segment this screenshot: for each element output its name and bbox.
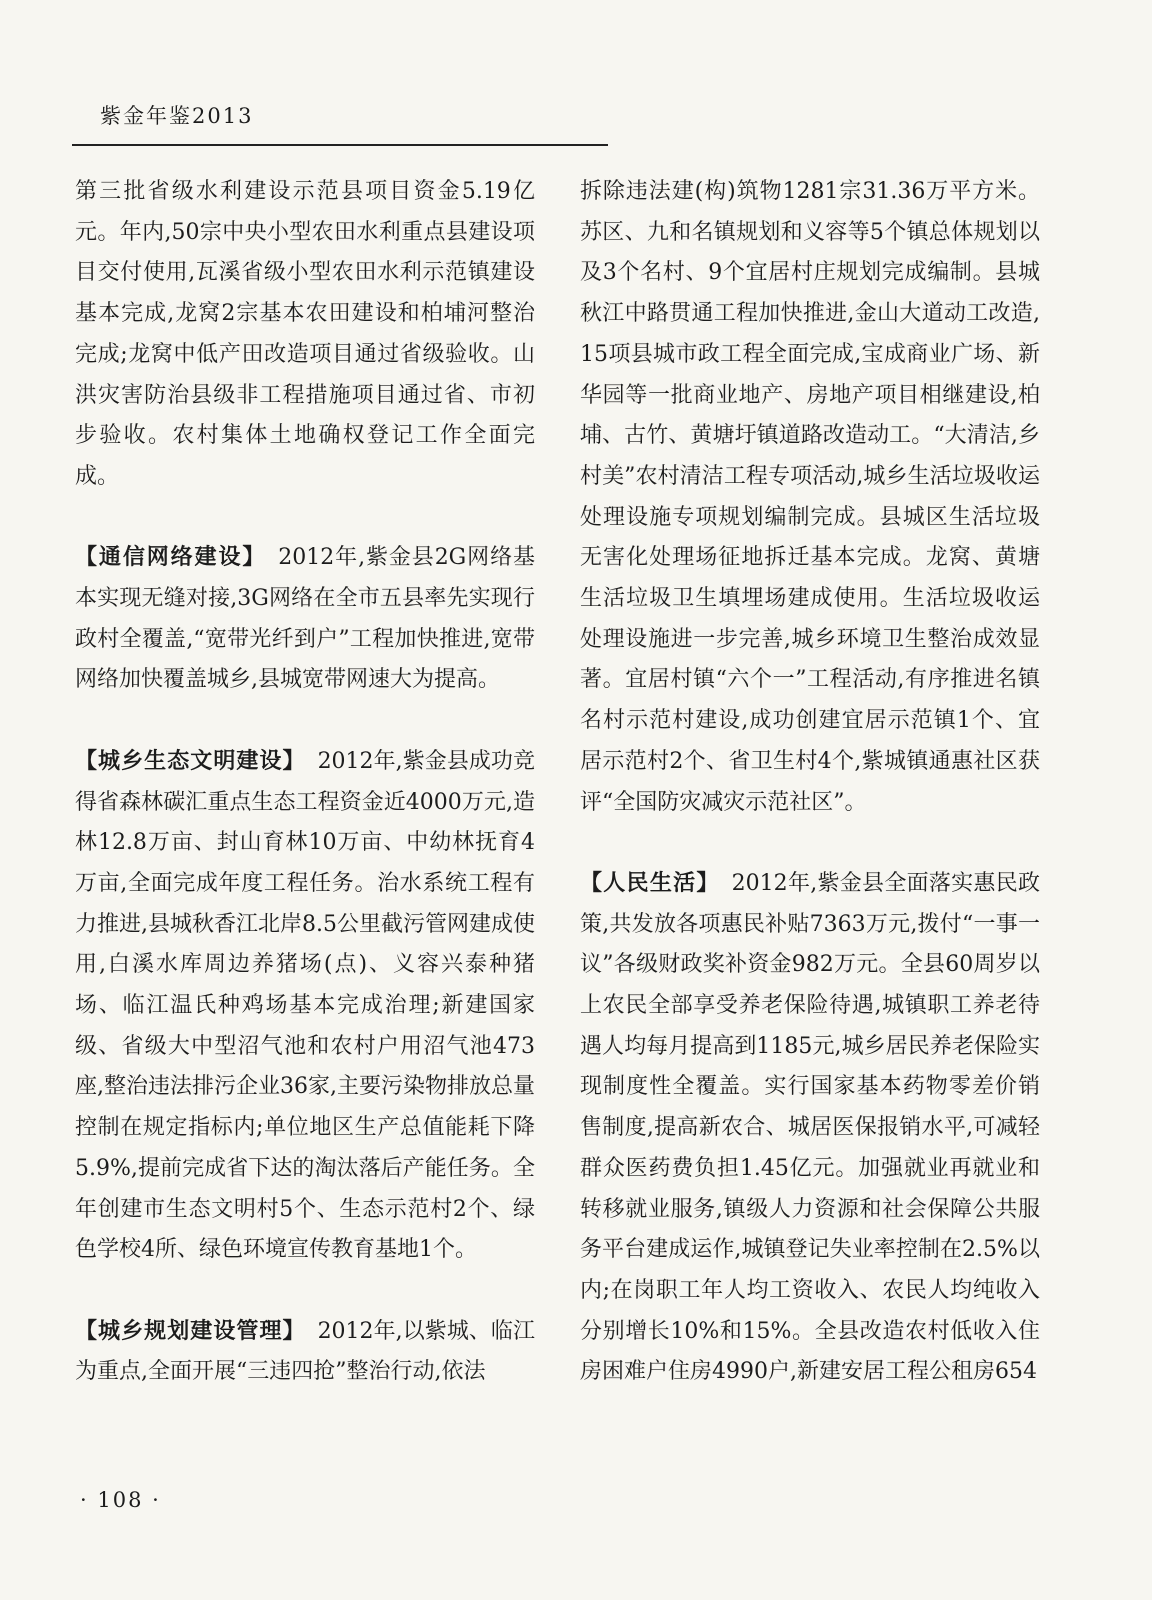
right-column xyxy=(580,172,1040,1393)
section-heading: 【城乡生态文明建设】 xyxy=(75,748,306,774)
section-ecological-civilization xyxy=(75,742,535,1271)
section-body: 2012年,紫金县2G网络基本实现无缝对接,3G网络在全市五县率先实现行政村全覆盖,“宽带光纤到户”工程加快推进,宽带网络加快覆盖城乡,县城宽带网速大为提高。 xyxy=(75,545,535,693)
left-column xyxy=(75,172,535,1393)
section-heading: 【城乡规划建设管理】 xyxy=(75,1318,306,1344)
header-rule xyxy=(72,144,608,146)
section-body: 2012年,紫金县成功竞得省森林碳汇重点生态工程资金近4000万元,造林12.8万亩、封山育林10万亩、中幼林抚育4万亩,全面完成年度工程任务。治水系统工程有力推进,县城秋香江北岸8.5公里截污管网建成使用,白溪水库周边养猪场(点)、义容兴泰种猪场、临江温氏种鸡场基本完成治理;新建国家级、省级大中型沼气池和农村户用沼气池473座,整治违法排污企业36家,主要污染物排放总量控制在规定指标内;单位地区生产总值能耗下降5.9%,提前完成省下达的淘汰落后产能任务。全年创建市生态文明村5个、生态示范村2个、绿色学校4所、绿色环境宣传教育基地1个。 xyxy=(75,748,535,1263)
section-people-livelihood xyxy=(580,864,1040,1393)
page-number: · 108 · xyxy=(80,1488,161,1512)
section-planning-management xyxy=(75,1312,535,1393)
right-continuation-paragraph: 拆除违法建(构)筑物1281宗31.36万平方米。苏区、九和名镇规划和义容等5个镇总体规划以及3个名村、9个宜居村庄规划完成编制。县城秋江中路贯通工程加快推进,金山大道动工改造,15项县城市政工程全面完成,宝成商业广场、新华园等一批商业地产、房地产项目相继建设,柏埔、古竹、黄塘圩镇道路改造动工。“大清洁,乡村美”农村清洁工程专项活动,城乡生活垃圾收运处理设施专项规划编制完成。县城区生活垃圾无害化处理场征地拆迁基本完成。龙窝、黄塘生活垃圾卫生填埋场建成使用。生活垃圾收运处理设施进一步完善,城乡环境卫生整治成效显著。宜居村镇“六个一”工程活动,有序推进名镇名村示范村建设,成功创建宜居示范镇1个、宜居示范村2个、省卫生村4个,紫城镇通惠社区获评“全国防灾减灾示范社区”。 xyxy=(580,179,1040,815)
section-telecom-network xyxy=(75,538,535,701)
section-heading: 【人民生活】 xyxy=(580,870,720,896)
section-heading: 【通信网络建设】 xyxy=(75,545,267,571)
left-intro-paragraph: 第三批省级水利建设示范县项目资金5.19亿元。年内,50宗中央小型农田水利重点县建设项目交付使用,瓦溪省级小型农田水利示范镇建设基本完成,龙窝2宗基本农田建设和柏埔河整治完成;龙窝中低产田改造项目通过省级验收。山洪灾害防治县级非工程措施项目通过省、市初步验收。农村集体土地确权登记工作全面完成。 xyxy=(75,179,535,489)
section-body: 2012年,以紫城、临江为重点,全面开展“三违四抢”整治行动,依法 xyxy=(75,1318,535,1385)
section-body: 2012年,紫金县全面落实惠民政策,共发放各项惠民补贴7363万元,拨付“一事一议”各级财政奖补资金982万元。全县60周岁以上农民全部享受养老保险待遇,城镇职工养老待遇人均每月提高到1185元,城乡居民养老保险实现制度性全覆盖。实行国家基本药物零差价销售制度,提高新农合、城居医保报销水平,可减轻群众医药费负担1.45亿元。加强就业再就业和转移就业服务,镇级人力资源和社会保障公共服务平台建成运作,城镇登记失业率控制在2.5%以内;在岗职工年人均工资收入、农民人均纯收入分别增长10%和15%。全县改造农村低收入住房困难户住房4990户,新建安居工程公租房654 xyxy=(580,870,1040,1385)
running-header: 紫金年鉴2013 xyxy=(100,104,254,128)
